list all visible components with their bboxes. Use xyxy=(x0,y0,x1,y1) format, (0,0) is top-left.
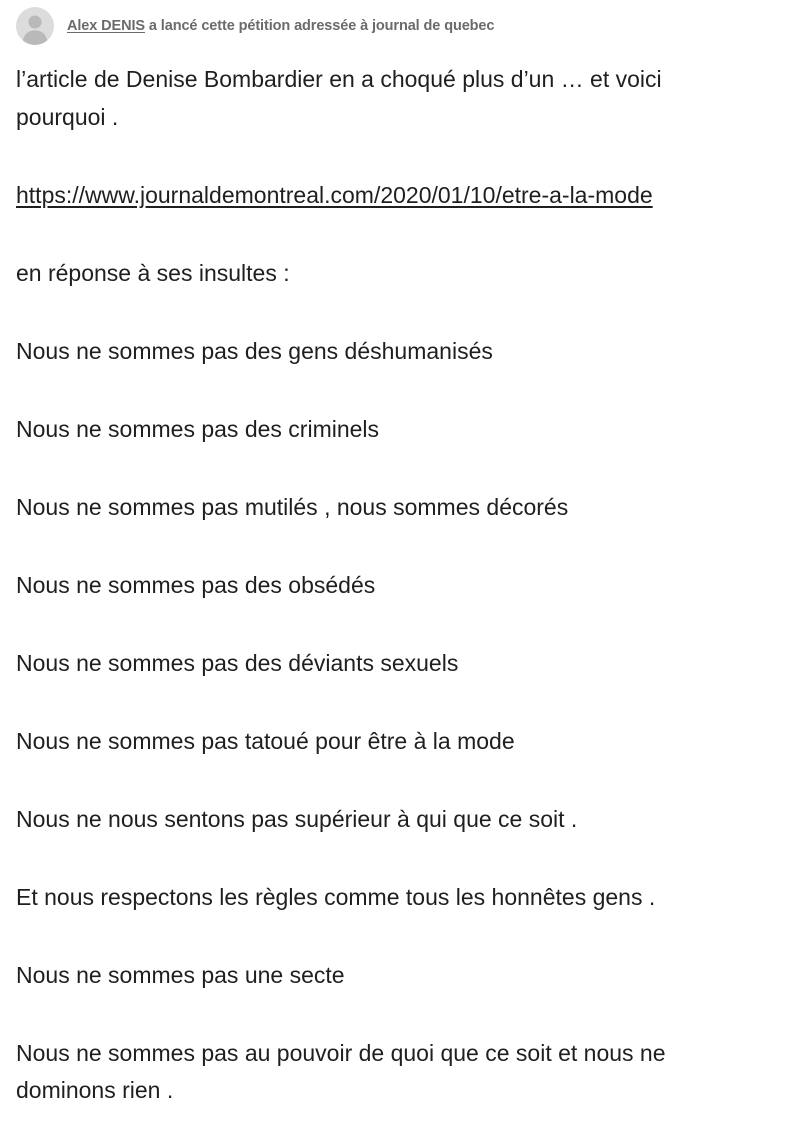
byline xyxy=(67,18,494,34)
intro-line-1: l’article de Denise Bombardier en a choqué plus d’un … et voici xyxy=(16,66,662,92)
article-link[interactable]: https://www.journaldemontreal.com/2020/01/10/etre-a-la-mode xyxy=(16,182,653,208)
article-link-paragraph xyxy=(16,177,653,213)
intro-line-2: pourquoi . xyxy=(16,104,119,130)
statement: Nous ne sommes pas tatoué pour être à la mode xyxy=(16,728,515,754)
statement: Nous ne sommes pas des gens déshumanisés xyxy=(16,338,493,364)
user-icon xyxy=(16,7,54,45)
statement: Nous ne sommes pas mutilés , nous sommes décorés xyxy=(16,494,569,520)
statement: Nous ne sommes pas des criminels xyxy=(16,416,380,442)
petition-header xyxy=(16,6,494,46)
statement: Et nous respectons les règles comme tous les honnêtes gens . xyxy=(16,884,656,910)
statement: Nous ne sommes pas des obsédés xyxy=(16,572,376,598)
byline-text: a lancé cette pétition adressée à journal de quebec xyxy=(144,18,495,34)
statement: Nous ne sommes pas des déviants sexuels xyxy=(16,650,459,676)
avatar[interactable] xyxy=(16,7,54,45)
closing-line-2: dominons rien . xyxy=(16,1077,174,1103)
author-link[interactable]: Alex DENIS xyxy=(67,18,145,34)
statement: Nous ne nous sentons pas supérieur à qui que ce soit . xyxy=(16,806,578,832)
response-intro: en réponse à ses insultes : xyxy=(16,260,290,286)
statement: Nous ne sommes pas une secte xyxy=(16,962,345,988)
closing-line-1: Nous ne sommes pas au pouvoir de quoi que ce soit et nous ne xyxy=(16,1040,666,1066)
